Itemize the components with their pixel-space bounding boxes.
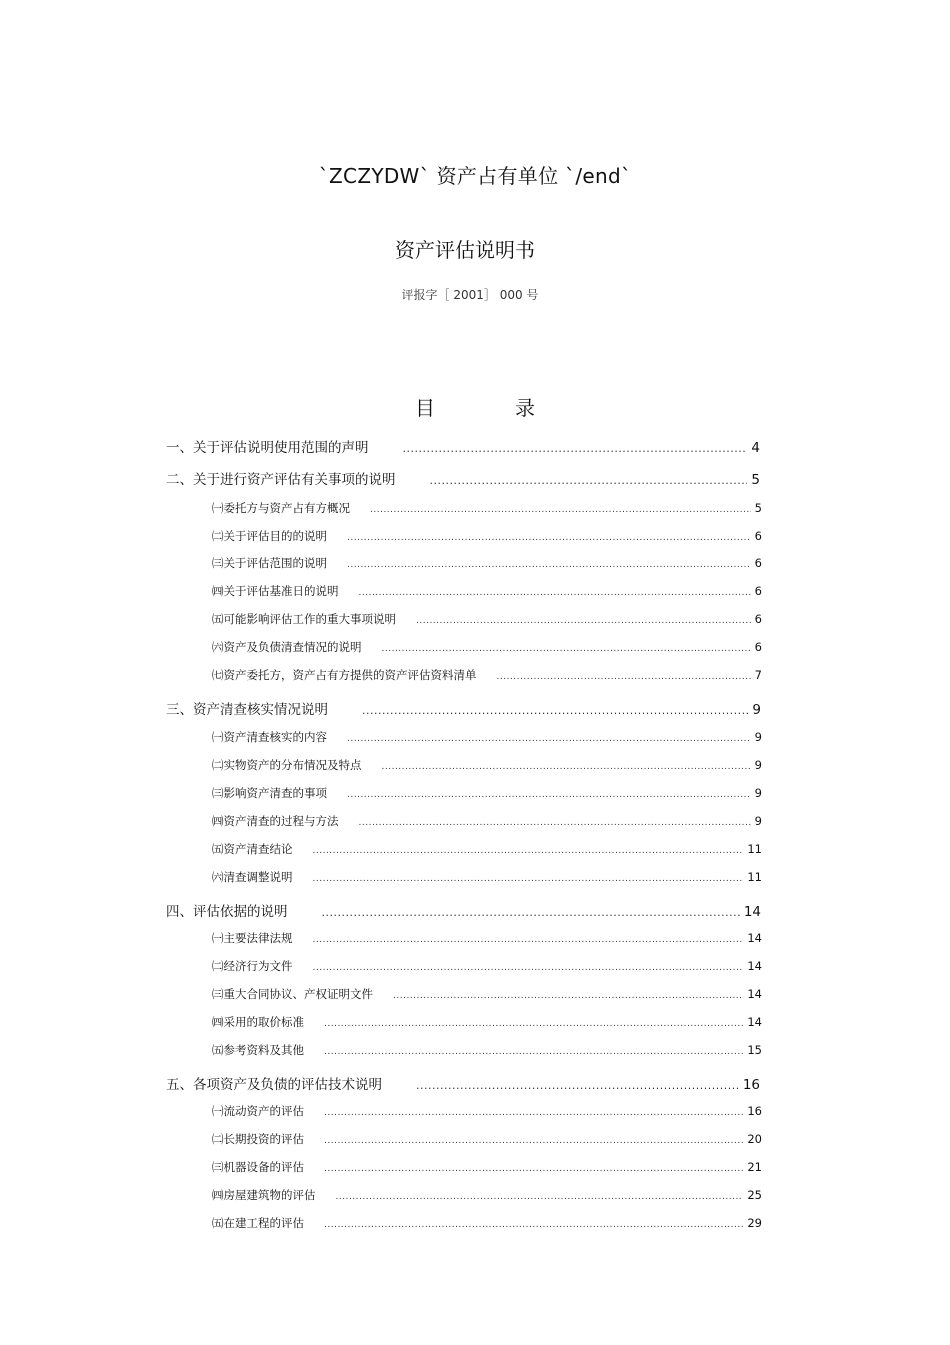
dot-leader: [324, 1164, 743, 1174]
toc-subsection-entry[interactable]: [212, 667, 762, 683]
dot-leader: [370, 505, 751, 515]
toc-entry-page-number: 15: [747, 1043, 762, 1057]
toc-entry-page-number: 14: [747, 959, 762, 973]
toc-entry-label: ㈤可能影响评估工作的重大事项说明: [212, 612, 396, 626]
toc-entry-page-number: 14: [743, 904, 761, 920]
toc-entry-page-number: 9: [754, 814, 762, 828]
dot-leader: [336, 1192, 744, 1202]
toc-entry-label: ㈠主要法律法规: [212, 931, 293, 945]
toc-entry-label: ㈢关于评估范围的说明: [212, 556, 327, 570]
toc-entry-page-number: 25: [747, 1188, 762, 1202]
toc-subsection-entry[interactable]: [212, 500, 762, 516]
toc-entry-page-number: 5: [751, 472, 760, 488]
toc-heading-char-2: 录: [515, 396, 535, 420]
toc-entry-page-number: 16: [747, 1104, 762, 1118]
toc-entry-label: ㈢重大合同协议、产权证明文件: [212, 987, 373, 1001]
dot-leader: [322, 906, 740, 919]
toc-subsection-entry[interactable]: [212, 1187, 762, 1203]
dot-leader: [416, 616, 751, 626]
toc-entry-page-number: 11: [747, 870, 762, 884]
toc-entry-page-number: 6: [754, 612, 762, 626]
toc-entry-page-number: 7: [754, 668, 762, 682]
toc-subsection-entry[interactable]: [212, 869, 762, 885]
dot-leader: [313, 874, 744, 884]
toc-entry-label: 一、关于评估说明使用范围的声明: [166, 440, 369, 456]
dot-leader: [347, 533, 751, 543]
toc-entry-label: ㈡实物资产的分布情况及特点: [212, 758, 362, 772]
dot-leader: [347, 734, 751, 744]
dot-leader: [313, 935, 744, 945]
toc-entry-label: ㈣房屋建筑物的评估: [212, 1188, 316, 1202]
toc-subsection-entry[interactable]: [212, 555, 762, 571]
toc-entry-page-number: 9: [754, 730, 762, 744]
toc-entry-label: ㈤在建工程的评估: [212, 1216, 304, 1230]
toc-entry-label: ㈡关于评估目的的说明: [212, 529, 327, 543]
dot-leader: [324, 1220, 743, 1230]
dot-leader: [347, 790, 751, 800]
toc-subsection-entry[interactable]: [212, 813, 762, 829]
toc-subsection-entry[interactable]: [212, 583, 762, 599]
dot-leader: [359, 588, 751, 598]
toc-section-entry[interactable]: [166, 468, 760, 488]
toc-entry-page-number: 21: [747, 1160, 762, 1174]
toc-entry-page-number: 14: [747, 931, 762, 945]
toc-entry-label: ㈤参考资料及其他: [212, 1043, 304, 1057]
toc-subsection-entry[interactable]: [212, 528, 762, 544]
dot-leader: [324, 1019, 743, 1029]
toc-subsection-entry[interactable]: [212, 1042, 762, 1058]
toc-entry-label: ㈥资产及负债清查情况的说明: [212, 640, 362, 654]
toc-heading-char-1: 目: [415, 396, 435, 420]
toc-entry-label: ㈣资产清查的过程与方法: [212, 814, 339, 828]
dot-leader: [313, 963, 744, 973]
toc-subsection-entry[interactable]: [212, 930, 762, 946]
toc-subsection-entry[interactable]: [212, 958, 762, 974]
dot-leader: [382, 644, 751, 654]
dot-leader: [324, 1047, 743, 1057]
toc-entry-label: ㈠流动资产的评估: [212, 1104, 304, 1118]
toc-entry-page-number: 14: [747, 987, 762, 1001]
toc-entry-page-number: 9: [752, 702, 761, 718]
toc-subsection-entry[interactable]: [212, 611, 762, 627]
toc-entry-label: ㈠委托方与资产占有方概况: [212, 501, 350, 515]
toc-entry-page-number: 20: [747, 1132, 762, 1146]
toc-subsection-entry[interactable]: [212, 986, 762, 1002]
dot-leader: [416, 1079, 739, 1092]
toc-heading: [0, 392, 950, 421]
toc-subsection-entry[interactable]: [212, 1215, 762, 1231]
document-subtitle: 资产评估说明书: [395, 238, 535, 262]
dot-leader: [362, 704, 748, 717]
toc-entry-page-number: 11: [747, 842, 762, 856]
toc-entry-page-number: 6: [754, 529, 762, 543]
toc-entry-page-number: 6: [754, 556, 762, 570]
toc-subsection-entry[interactable]: [212, 1159, 762, 1175]
toc-subsection-entry[interactable]: [212, 785, 762, 801]
toc-entry-label: ㈥清查调整说明: [212, 870, 293, 884]
toc-entry-label: 三、资产清查核实情况说明: [166, 702, 328, 718]
toc-entry-label: ㈠资产清查核实的内容: [212, 730, 327, 744]
dot-leader: [497, 672, 751, 682]
dot-leader: [403, 442, 748, 455]
report-number: 评报字［ 2001］ 000 号: [401, 288, 539, 302]
dot-leader: [324, 1136, 743, 1146]
toc-entry-page-number: 6: [754, 584, 762, 598]
toc-entry-label: ㈦资产委托方，资产占有方提供的资产评估资料清单: [212, 668, 477, 682]
toc-entry-label: ㈡长期投资的评估: [212, 1132, 304, 1146]
toc-section-entry[interactable]: [166, 436, 760, 456]
toc-subsection-entry[interactable]: [212, 1131, 762, 1147]
dot-leader: [347, 560, 751, 570]
toc-entry-page-number: 14: [747, 1015, 762, 1029]
toc-subsection-entry[interactable]: [212, 841, 762, 857]
toc-section-entry[interactable]: [166, 1073, 760, 1093]
toc-section-entry[interactable]: [166, 698, 761, 718]
toc-entry-label: 五、各项资产及负债的评估技术说明: [166, 1077, 382, 1093]
toc-entry-page-number: 9: [754, 758, 762, 772]
dot-leader: [382, 762, 751, 772]
toc-section-entry[interactable]: [166, 900, 761, 920]
dot-leader: [324, 1108, 743, 1118]
toc-entry-label: ㈡经济行为文件: [212, 959, 293, 973]
dot-leader: [359, 818, 751, 828]
toc-subsection-entry[interactable]: [212, 757, 762, 773]
toc-entry-page-number: 5: [754, 501, 762, 515]
dot-leader: [313, 846, 744, 856]
toc-entry-label: ㈤资产清查结论: [212, 842, 293, 856]
toc-entry-label: ㈢影响资产清查的事项: [212, 786, 327, 800]
toc-entry-page-number: 4: [751, 440, 760, 456]
toc-entry-label: ㈣采用的取价标准: [212, 1015, 304, 1029]
toc-subsection-entry[interactable]: [212, 639, 762, 655]
toc-entry-page-number: 29: [747, 1216, 762, 1230]
toc-entry-page-number: 16: [742, 1077, 760, 1093]
toc-entry-label: ㈢机器设备的评估: [212, 1160, 304, 1174]
toc-entry-page-number: 9: [754, 786, 762, 800]
toc-entry-label: 二、关于进行资产评估有关事项的说明: [166, 472, 396, 488]
toc-subsection-entry[interactable]: [212, 729, 762, 745]
toc-subsection-entry[interactable]: [212, 1014, 762, 1030]
document-title: `ZCZYDW` 资产占有单位 `/end`: [318, 164, 632, 188]
toc-entry-page-number: 6: [754, 640, 762, 654]
toc-subsection-entry[interactable]: [212, 1103, 762, 1119]
dot-leader: [430, 474, 748, 487]
toc-entry-label: 四、评估依据的说明: [166, 904, 288, 920]
toc-entry-label: ㈣关于评估基准日的说明: [212, 584, 339, 598]
dot-leader: [393, 991, 743, 1001]
